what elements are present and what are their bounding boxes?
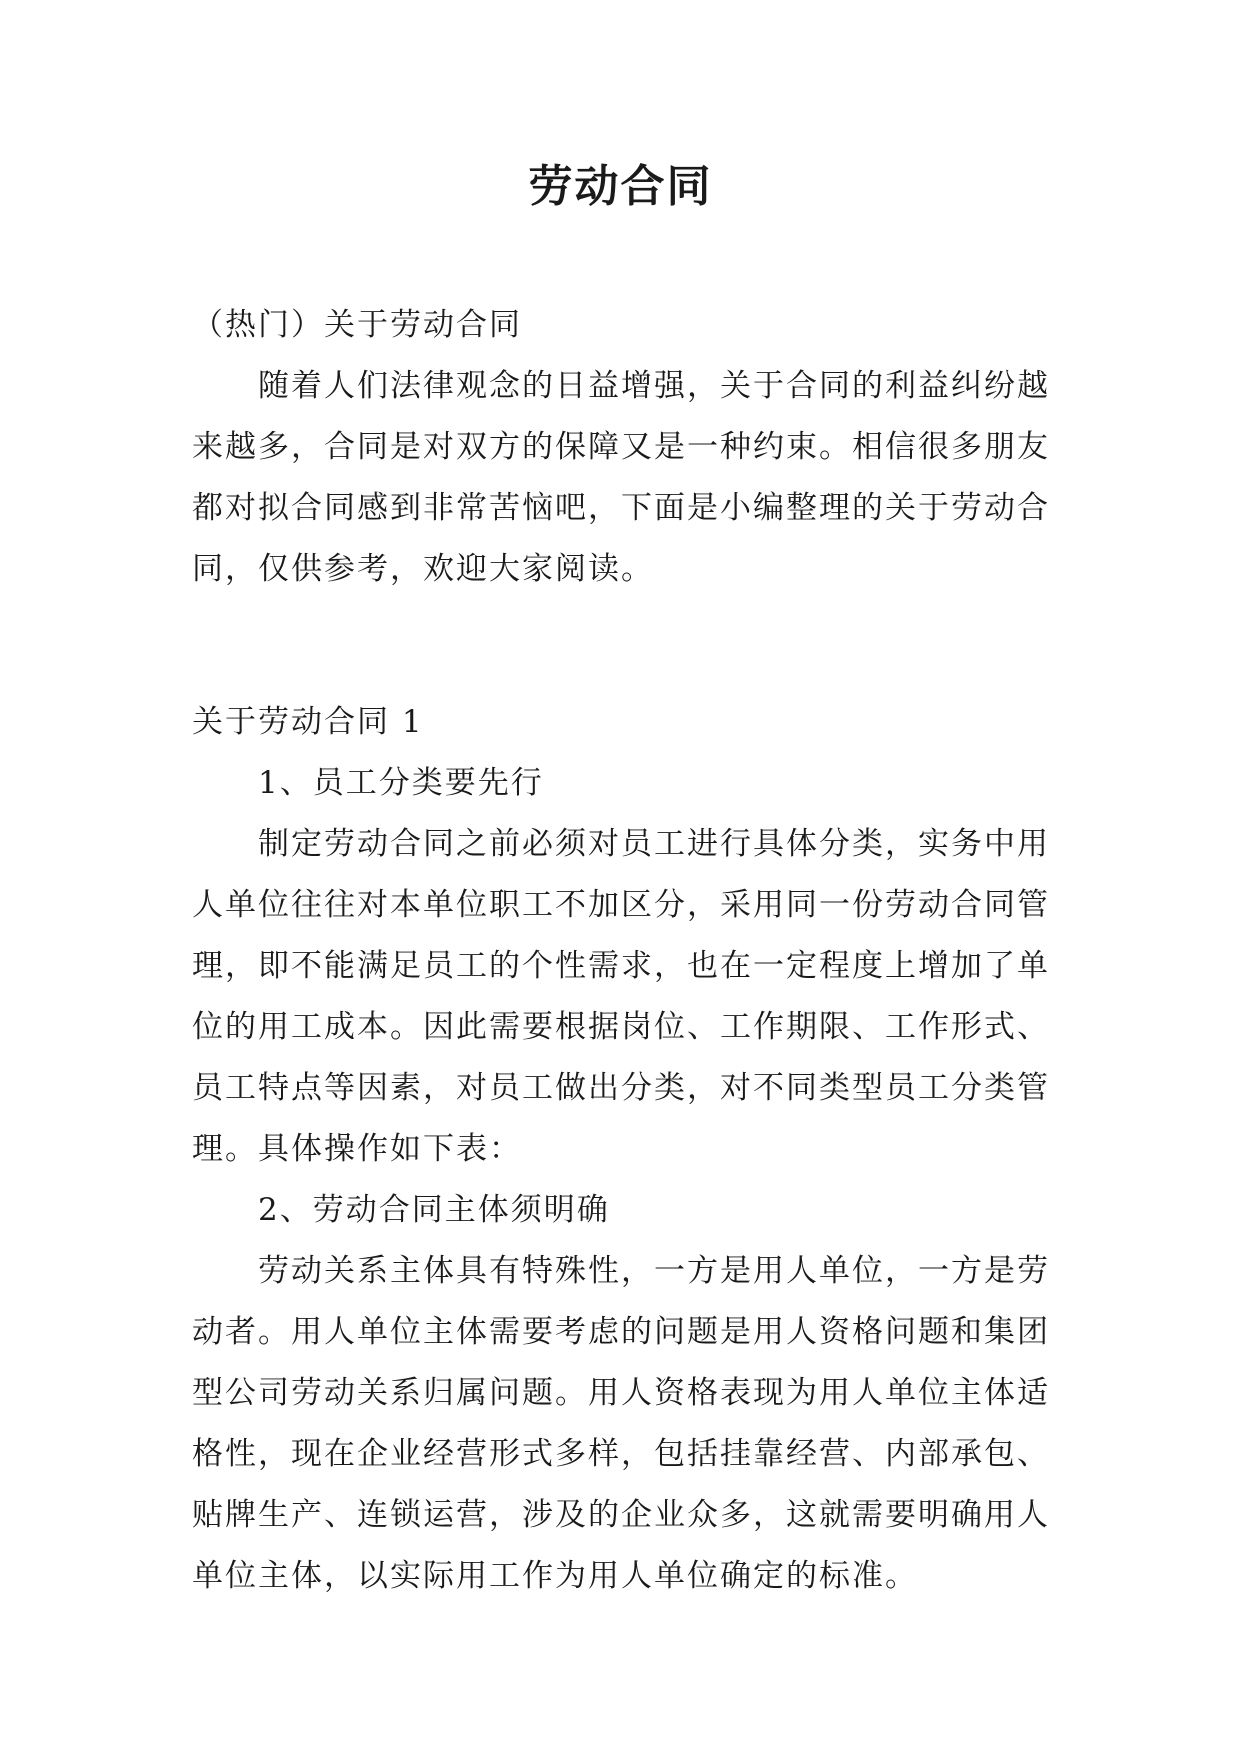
item2-paragraph-line: 动者。用人单位主体需要考虑的问题是用人资格问题和集团 — [192, 1314, 1050, 1350]
document-title: 劳动合同 — [528, 161, 713, 212]
item1-paragraph-line: 制定劳动合同之前必须对员工进行具体分类，实务中用 — [258, 826, 1050, 862]
item2-paragraph-line: 劳动关系主体具有特殊性，一方是用人单位，一方是劳 — [258, 1253, 1050, 1289]
intro-heading: （热门）关于劳动合同 — [192, 307, 522, 343]
item1-paragraph-line: 理。具体操作如下表： — [192, 1131, 522, 1167]
document-body — [192, 295, 1052, 1607]
intro-paragraph-line: 都对拟合同感到非常苦恼吧，下面是小编整理的关于劳动合 — [192, 490, 1050, 526]
item2-paragraph-line: 贴牌生产、连锁运营，涉及的企业众多，这就需要明确用人 — [192, 1497, 1050, 1533]
intro-paragraph-line: 来越多，合同是对双方的保障又是一种约束。相信很多朋友 — [192, 429, 1050, 465]
intro-paragraph-line: 同，仅供参考，欢迎大家阅读。 — [192, 551, 654, 587]
item1-heading: 1、员工分类要先行 — [258, 765, 544, 801]
section-spacer — [192, 600, 1052, 692]
item1-paragraph-line: 位的用工成本。因此需要根据岗位、工作期限、工作形式、 — [192, 1009, 1050, 1045]
item2-paragraph-line: 单位主体，以实际用工作为用人单位确定的标准。 — [192, 1558, 918, 1594]
item1-paragraph-line: 理，即不能满足员工的个性需求，也在一定程度上增加了单 — [192, 948, 1050, 984]
item1-paragraph-line: 人单位往往对本单位职工不加区分，采用同一份劳动合同管 — [192, 887, 1050, 923]
item2-paragraph-line: 型公司劳动关系归属问题。用人资格表现为用人单位主体适 — [192, 1375, 1050, 1411]
section-heading: 关于劳动合同 1 — [192, 704, 424, 740]
item1-paragraph-line: 员工特点等因素，对员工做出分类，对不同类型员工分类管 — [192, 1070, 1050, 1106]
intro-paragraph-line: 随着人们法律观念的日益增强，关于合同的利益纠纷越 — [258, 368, 1050, 404]
item2-paragraph-line: 格性，现在企业经营形式多样，包括挂靠经营、内部承包、 — [192, 1436, 1050, 1472]
item2-heading: 2、劳动合同主体须明确 — [258, 1192, 610, 1228]
